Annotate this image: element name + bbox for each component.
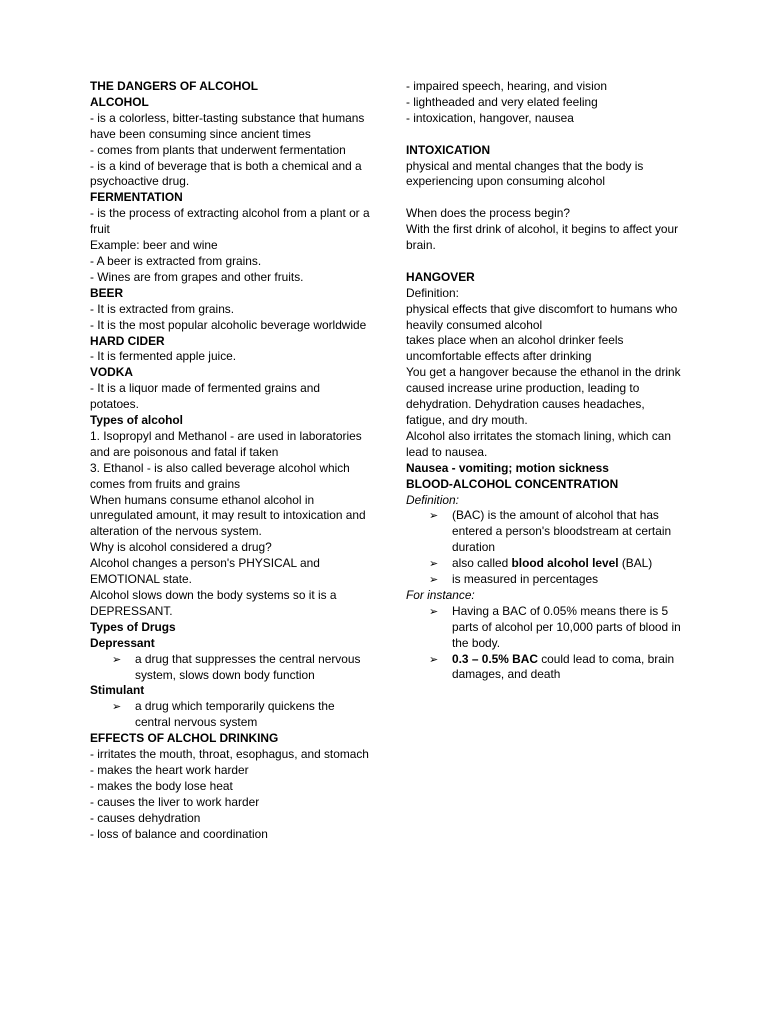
- depressant-bullet: [90, 652, 370, 684]
- types-of-drugs-heading: Types of Drugs: [90, 619, 176, 634]
- types-of-alcohol-heading: Types of alcohol: [90, 413, 183, 428]
- intoxication-heading: INTOXICATION: [406, 142, 491, 157]
- depressant-bullet-text: a drug that suppresses the central nervous system, slows down body function: [135, 651, 361, 682]
- alcohol-line: - comes from plants that underwent fermentation: [90, 142, 346, 157]
- arrow-bullet-icon: ➢: [112, 652, 122, 666]
- stimulant-bullet-text: a drug which temporarily quickens the central nervous system: [135, 699, 335, 730]
- types-of-alcohol-line: 1. Isopropyl and Methanol - are used in laboratories and are poisonous and fatal if taken: [90, 428, 362, 459]
- effects-line: - makes the heart work harder: [90, 762, 249, 777]
- vodka-heading: VODKA: [90, 365, 133, 380]
- bac-bullet-text: (BAL): [618, 556, 653, 571]
- arrow-bullet-icon: ➢: [112, 700, 122, 714]
- instance-bullet-text: could lead to coma, brain damages, and death: [452, 651, 675, 682]
- spacer: [406, 254, 686, 270]
- stimulant-heading: Stimulant: [90, 683, 145, 698]
- nausea-line: Nausea - vomiting; motion sickness: [406, 460, 609, 475]
- instance-bullet: [406, 604, 686, 652]
- types-of-alcohol-line: Alcohol changes a person's PHYSICAL and EMOTIONAL state.: [90, 556, 320, 587]
- effects-heading: EFFECTS OF ALCHOL DRINKING: [90, 731, 279, 746]
- right-column: [406, 79, 686, 683]
- vodka-line: - It is a liquor made of fermented grains and potatoes.: [90, 381, 321, 412]
- effects-line: - causes dehydration: [90, 810, 201, 825]
- effects-line: - loss of balance and coordination: [90, 826, 268, 841]
- types-of-alcohol-line: 3. Ethanol - is also called beverage alcohol which comes from fruits and grains: [90, 460, 350, 491]
- fermentation-heading: FERMENTATION: [90, 190, 183, 205]
- instance-bullet: [406, 652, 686, 684]
- depressant-heading: Depressant: [90, 635, 155, 650]
- effects-continued-line: - lightheaded and very elated feeling: [406, 94, 598, 109]
- intoxication-line: physical and mental changes that the body is experiencing upon consuming alcohol: [406, 158, 644, 189]
- fermentation-line: Example: beer and wine: [90, 238, 218, 253]
- arrow-bullet-icon: ➢: [429, 604, 439, 618]
- instance-label: For instance:: [406, 587, 475, 602]
- instance-bullet-text: Having a BAC of 0.05% means there is 5 parts of alcohol per 10,000 parts of blood in the body.: [452, 603, 681, 650]
- effects-continued-line: - impaired speech, hearing, and vision: [406, 79, 607, 93]
- stimulant-bullet: [90, 699, 370, 731]
- bac-bullet: [406, 508, 686, 556]
- beer-line: - It is the most popular alcoholic beverage worldwide: [90, 317, 367, 332]
- document-title: THE DANGERS OF ALCOHOL: [90, 79, 259, 93]
- hard-cider-line: - It is fermented apple juice.: [90, 349, 237, 364]
- beer-heading: BEER: [90, 285, 124, 300]
- spacer: [406, 190, 686, 206]
- arrow-bullet-icon: ➢: [429, 573, 439, 587]
- effects-line: - causes the liver to work harder: [90, 794, 260, 809]
- instance-bullet-bold: 0.3 – 0.5% BAC: [452, 651, 538, 666]
- fermentation-line: - Wines are from grapes and other fruits.: [90, 269, 304, 284]
- effects-continued-line: - intoxication, hangover, nausea: [406, 110, 574, 125]
- effects-line: - irritates the mouth, throat, esophagus, and stomach: [90, 747, 369, 762]
- bac-bullet-text: is measured in percentages: [452, 572, 599, 587]
- bac-bullet: [406, 556, 686, 572]
- types-of-alcohol-line: Alcohol slows down the body systems so it is a DEPRESSANT.: [90, 588, 337, 618]
- arrow-bullet-icon: ➢: [429, 652, 439, 666]
- hangover-line: physical effects that give discomfort to humans who heavily consumed alcohol: [406, 301, 678, 332]
- fermentation-line: - A beer is extracted from grains.: [90, 253, 262, 268]
- alcohol-line: - is a kind of beverage that is both a chemical and a psychoactive drug.: [90, 158, 362, 189]
- types-of-alcohol-line: When humans consume ethanol alcohol in unregulated amount, it may result to intoxication and alteration of the nervous system.: [90, 492, 366, 539]
- types-of-alcohol-line: Why is alcohol considered a drug?: [90, 540, 272, 555]
- fermentation-line: - is the process of extracting alcohol from a plant or a fruit: [90, 206, 370, 237]
- alcohol-line: - is a colorless, bitter-tasting substance that humans have been consuming since ancient times: [90, 110, 365, 141]
- definition-label: Definition:: [406, 492, 459, 507]
- hangover-line: You get a hangover because the ethanol in the drink caused increase urine production, leading to dehydration. Dehydration causes headaches, fatigue, and dry mouth.: [406, 365, 681, 427]
- bac-bullet-text: (BAC) is the amount of alcohol that has entered a person's bloodstream at certain duration: [452, 508, 672, 555]
- hangover-line: takes place when an alcohol drinker feels uncomfortable effects after drinking: [406, 333, 624, 364]
- process-line: When does the process begin?: [406, 206, 570, 221]
- effects-line: - makes the body lose heat: [90, 778, 233, 793]
- hangover-line: Definition:: [406, 285, 459, 300]
- beer-line: - It is extracted from grains.: [90, 301, 235, 316]
- spacer: [406, 127, 686, 143]
- hangover-line: Alcohol also irritates the stomach lining, which can lead to nausea.: [406, 428, 672, 459]
- alcohol-heading: ALCOHOL: [90, 94, 149, 109]
- hard-cider-heading: HARD CIDER: [90, 333, 165, 348]
- arrow-bullet-icon: ➢: [429, 557, 439, 571]
- process-line: With the first drink of alcohol, it begins to affect your brain.: [406, 222, 679, 253]
- hangover-heading: HANGOVER: [406, 269, 475, 284]
- left-column: [90, 79, 370, 843]
- bac-bullet-bold: blood alcohol level: [511, 556, 619, 571]
- bac-bullet: [406, 572, 686, 588]
- bac-heading: BLOOD-ALCOHOL CONCENTRATION: [406, 476, 619, 491]
- arrow-bullet-icon: ➢: [429, 509, 439, 523]
- bac-bullet-text: also called: [452, 556, 512, 571]
